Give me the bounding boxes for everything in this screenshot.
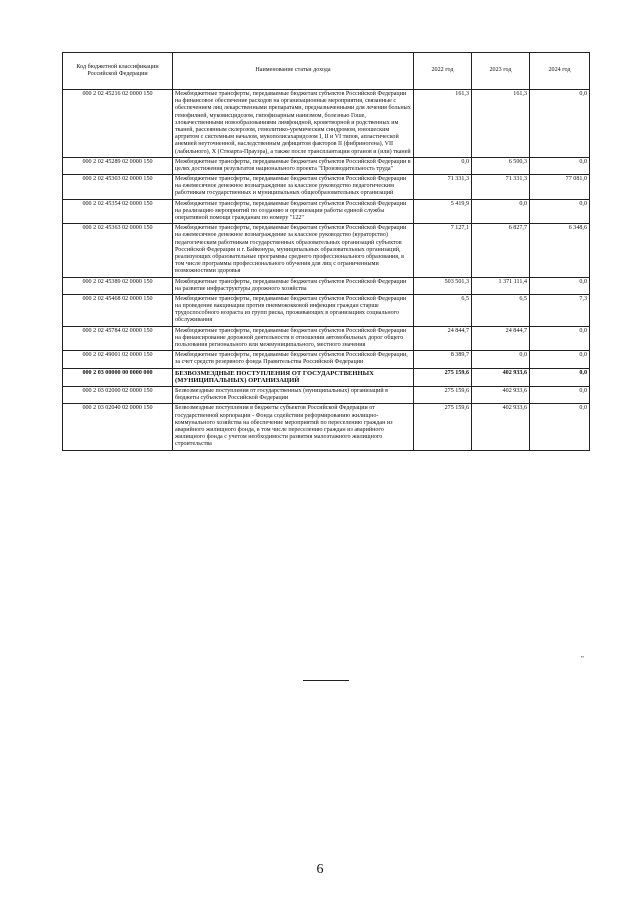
row-value-2022: 161,3: [414, 90, 472, 158]
row-name: Межбюджетные трансферты, передаваемые бюджетам субъектов Российской Федерации на финансовое обеспечение расходов на организационные мероприятия, связанные с обеспечением лиц лекарственными препаратами, предназначенными для лечения больных гемофилией, муковисцидозом, гипофизарным нанизмом, болезнью Гоше, злокачественными новообразованиями лимфоидной, кроветворной и родственных им тканей, рассеянным склерозом, гемолитико-уремическим синдромом, юношеским артритом с системным началом, мукополисахаридозом I, II и VI типов, апластической анемией неуточненной, наследственным дефицитом факторов II (фибриногена), VII (лабильного), X (Стюарта-Прауэра), а также после трансплантации органов и (или) тканей: [173, 90, 414, 158]
row-value-2024: 0,0: [530, 404, 590, 450]
row-value-2023: 6 500,3: [472, 157, 530, 174]
table-row: [63, 277, 590, 294]
row-value-2022: 275 159,6: [414, 368, 472, 387]
row-code: 000 2 03 00000 00 0000 000: [63, 368, 173, 387]
row-code: 000 2 02 45289 02 0000 150: [63, 157, 173, 174]
row-value-2024: 0,0: [530, 157, 590, 174]
row-name: Межбюджетные трансферты, передаваемые бюджетам субъектов Российской Федерации на развитие инфраструктуры дорожного хозяйства: [173, 277, 414, 294]
row-value-2022: 5 419,9: [414, 199, 472, 224]
row-value-2022: 7 127,1: [414, 224, 472, 277]
table-header-row: [63, 53, 590, 90]
row-name: Межбюджетные трансферты, передаваемые бюджетам субъектов Российской Федерации на финансирование дорожной деятельности в отношении автомобильных дорог общего пользования регионального или межмуниципального, местного значения: [173, 326, 414, 351]
row-value-2023: 402 933,6: [472, 387, 530, 404]
row-code: 000 2 02 45468 02 0000 150: [63, 294, 173, 326]
row-value-2024: 0,0: [530, 90, 590, 158]
row-name: Межбюджетные трансферты, передаваемые бюджетам субъектов Российской Федерации на ежемесячное денежное вознаграждение за классное руководство (кураторство) педагогическим работникам государственных образовательных организаций субъектов Российской Федерации и г. Байконура, муниципальных образовательных организаций, реализующих образовательные программы среднего профессионального образования, в том числе программы профессионального обучения для лиц с ограниченными возможностями здоровья: [173, 224, 414, 277]
row-name: Безвозмездные поступления в бюджеты субъектов Российской Федерации от государственной корпорации - Фонда содействия реформированию жилищно-коммунального хозяйства на обеспечение мероприятий по переселению граждан из аварийного жилищного фонда, в том числе переселению граждан из аварийного жилищного фонда с учетом необходимости развития малоэтажного жилищного строительства: [173, 404, 414, 450]
table-row: [63, 157, 590, 174]
row-value-2023: 161,3: [472, 90, 530, 158]
header-2022: 2022 год: [414, 53, 472, 90]
budget-revenue-table: [62, 52, 590, 451]
page-number: 6: [316, 862, 324, 877]
table-row: [63, 175, 590, 200]
table-row: [63, 294, 590, 326]
row-code: 000 2 02 45363 02 0000 150: [63, 224, 173, 277]
row-name: Межбюджетные трансферты, передаваемые бюджетам субъектов Российской Федерации на реализацию мероприятий по созданию и организации работы единой службы оперативной помощи гражданам по номеру "122": [173, 199, 414, 224]
row-value-2023: 24 844,7: [472, 326, 530, 351]
row-value-2022: 6,5: [414, 294, 472, 326]
table-row: [63, 326, 590, 351]
row-value-2024: 77 081,0: [530, 175, 590, 200]
row-value-2022: 275 159,6: [414, 387, 472, 404]
row-name: БЕЗВОЗМЕЗДНЫЕ ПОСТУПЛЕНИЯ ОТ ГОСУДАРСТВЕННЫХ (МУНИЦИПАЛЬНЫХ) ОРГАНИЗАЦИЙ: [173, 368, 414, 387]
row-code: 000 2 03 02000 02 0000 150: [63, 387, 173, 404]
row-value-2023: 402 933,6: [472, 404, 530, 450]
header-code: Код бюджетной классификации Российской Федерации: [63, 53, 173, 90]
row-value-2024: 0,0: [530, 368, 590, 387]
stray-mark: ": [581, 655, 584, 663]
header-2023: 2023 год: [472, 53, 530, 90]
row-value-2022: 275 159,6: [414, 404, 472, 450]
row-value-2023: 1 371 111,4: [472, 277, 530, 294]
row-code: 000 2 02 45354 02 0000 150: [63, 199, 173, 224]
table-row: [63, 368, 590, 387]
row-code: 000 2 02 45389 02 0000 150: [63, 277, 173, 294]
row-value-2023: 0,0: [472, 351, 530, 368]
table-row: [63, 224, 590, 277]
table-row: [63, 404, 590, 450]
row-name: Межбюджетные трансферты, передаваемые бюджетам субъектов Российской Федерации в целях достижения результатов национального проекта "Производительность труда": [173, 157, 414, 174]
row-value-2022: 24 844,7: [414, 326, 472, 351]
header-name: Наименование статьи дохода: [173, 53, 414, 90]
table-row: [63, 90, 590, 158]
row-value-2022: 8 389,7: [414, 351, 472, 368]
row-name: Безвозмездные поступления от государственных (муниципальных) организаций в бюджеты субъектов Российской Федерации: [173, 387, 414, 404]
separator-line: [303, 680, 349, 681]
table-row: [63, 351, 590, 368]
row-value-2023: 0,0: [472, 199, 530, 224]
row-value-2024: 6 348,6: [530, 224, 590, 277]
row-value-2022: 0,0: [414, 157, 472, 174]
row-value-2024: 0,0: [530, 199, 590, 224]
row-name: Межбюджетные трансферты, передаваемые бюджетам субъектов Российской Федерации на ежемесячное денежное вознаграждение за классное руководство педагогическим работникам государственных и муниципальных общеобразовательных организаций: [173, 175, 414, 200]
table-row: [63, 199, 590, 224]
row-value-2024: 0,0: [530, 326, 590, 351]
table-row: [63, 387, 590, 404]
row-value-2024: 7,3: [530, 294, 590, 326]
row-name: Межбюджетные трансферты, передаваемые бюджетам субъектов Российской Федерации, за счет средств резервного фонда Правительства Российской Федерации: [173, 351, 414, 368]
row-code: 000 2 02 45216 02 0000 150: [63, 90, 173, 158]
row-value-2023: 6,5: [472, 294, 530, 326]
row-code: 000 2 02 45303 02 0000 150: [63, 175, 173, 200]
row-value-2023: 6 827,7: [472, 224, 530, 277]
row-code: 000 2 03 02040 02 0000 150: [63, 404, 173, 450]
row-code: 000 2 02 45784 02 0000 150: [63, 326, 173, 351]
row-value-2023: 71 331,3: [472, 175, 530, 200]
row-name: Межбюджетные трансферты, передаваемые бюджетам субъектов Российской Федерации на проведение вакцинации против пневмококковой инфекции граждан старше трудоспособного возраста из групп риска, проживающих в организациях социального обслуживания: [173, 294, 414, 326]
row-value-2022: 503 501,3: [414, 277, 472, 294]
row-value-2024: 0,0: [530, 387, 590, 404]
row-value-2024: 0,0: [530, 277, 590, 294]
row-value-2022: 71 331,3: [414, 175, 472, 200]
row-value-2023: 402 933,6: [472, 368, 530, 387]
row-code: 000 2 02 49001 02 0000 150: [63, 351, 173, 368]
row-value-2024: 0,0: [530, 351, 590, 368]
header-2024: 2024 год: [530, 53, 590, 90]
